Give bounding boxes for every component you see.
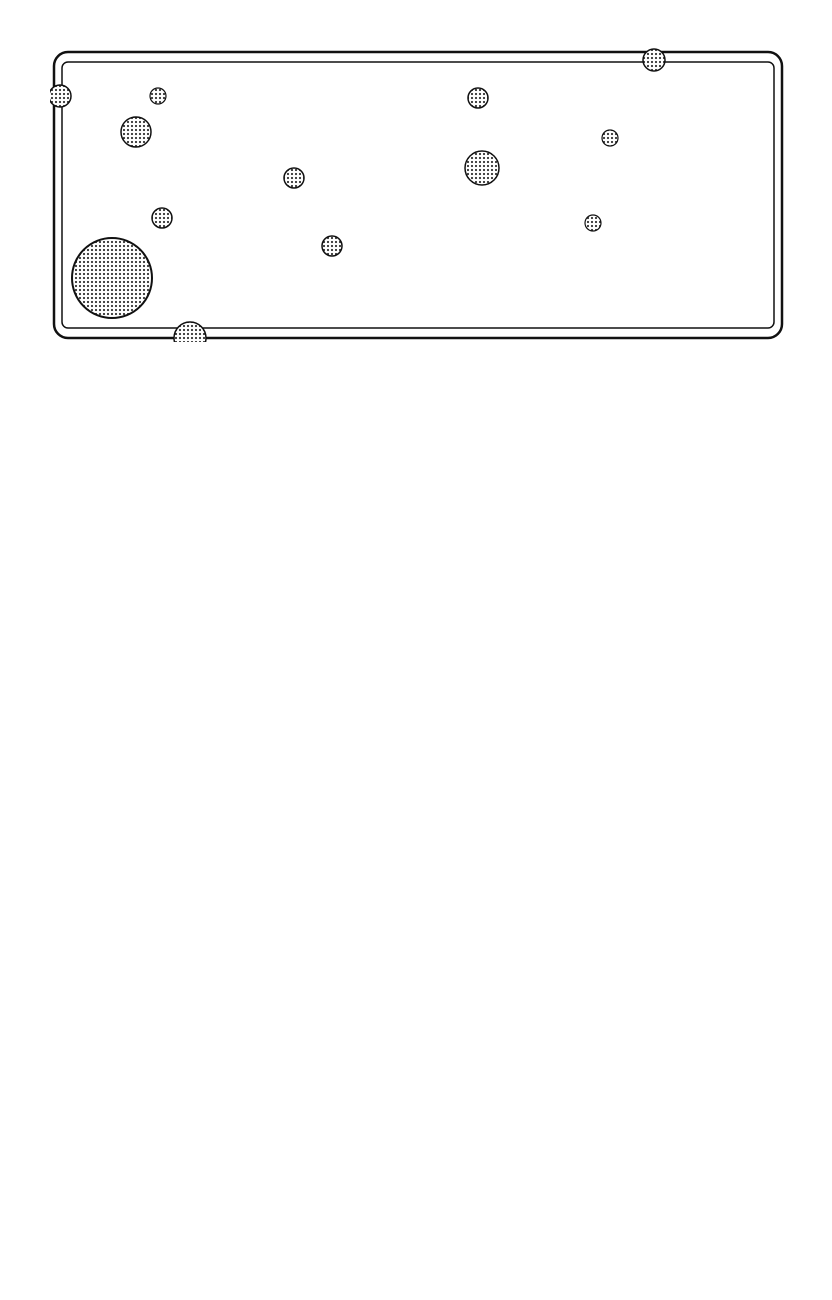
header-illustration <box>50 48 786 342</box>
illustration-svg <box>50 48 786 342</box>
